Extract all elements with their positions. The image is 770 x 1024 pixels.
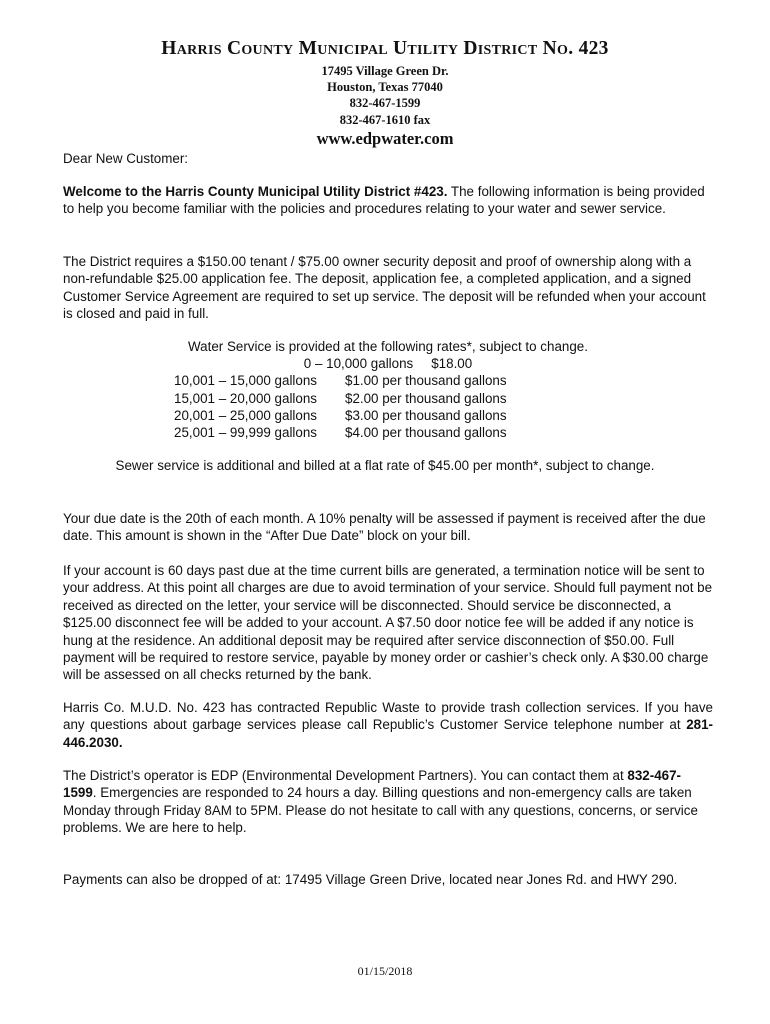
trash-paragraph xyxy=(63,699,713,751)
rate-row xyxy=(63,372,713,389)
rate-row xyxy=(63,390,713,407)
edp-phone: 832-467-1599 xyxy=(63,768,682,801)
operator-text-pre: The District’s operator is EDP (Environmental Development Partners). You can contact them at xyxy=(63,768,628,783)
rate-row xyxy=(63,407,713,424)
rate-row xyxy=(63,424,713,441)
rate-range: 15,001 – 20,000 gallons xyxy=(174,390,317,406)
phone-number: 832-467-1599 xyxy=(349,96,421,110)
rate-price: $4.00 per thousand gallons xyxy=(345,425,507,441)
due-date-paragraph: Your due date is the 20th of each month. A 10% penalty will be assessed if payment is received after the due date. This amount is shown in the “After Due Date” block on your bill. xyxy=(63,511,706,544)
water-rates-table xyxy=(63,338,713,441)
rates-intro: Water Service is provided at the following rates*, subject to change. xyxy=(188,339,588,354)
footer-date: 01/15/2018 xyxy=(357,964,413,978)
sewer-rate-note: Sewer service is additional and billed at a flat rate of $45.00 per month*, subject to change. xyxy=(115,458,655,473)
rate-range: 10,001 – 15,000 gallons xyxy=(174,373,317,389)
district-title: Harris County Municipal Utility District No. 423 xyxy=(161,38,609,59)
website-link[interactable]: www.edpwater.com xyxy=(316,129,454,148)
salutation: Dear New Customer: xyxy=(63,151,189,166)
rate-price: $1.00 per thousand gallons xyxy=(345,373,507,389)
rate-price: $3.00 per thousand gallons xyxy=(345,407,507,423)
welcome-paragraph xyxy=(63,183,713,218)
street-address: 17495 Village Green Dr. xyxy=(321,64,449,78)
republic-phone: 281-446.2030. xyxy=(63,717,713,750)
rate-range: 20,001 – 25,000 gallons xyxy=(174,407,317,423)
trash-text: Harris Co. M.U.D. No. 423 has contracted Republic Waste to provide trash collection services. If you have any questions about garbage services please call Republic’s Customer Service telephone number at xyxy=(63,700,713,733)
rate-range: 25,001 – 99,999 gallons xyxy=(174,425,317,441)
welcome-heading: Welcome to the Harris County Municipal Utility District #423. xyxy=(63,184,448,199)
operator-text-post: . Emergencies are responded to 24 hours a day. Billing questions and non-emergency calls are taken Monday through Friday 8AM to 5PM. Please do not hesitate to call with any questions, concerns, or service problems. We are here to help. xyxy=(63,785,698,836)
city-state-zip: Houston, Texas 77040 xyxy=(327,80,443,94)
late-payment-paragraph: If your account is 60 days past due at the time current bills are generated, a termination notice will be sent to your address. At this point all charges are due to avoid termination of your service. Should full payment not be received as directed on the letter, your service will be disconnected. Should service be disconnected, a $125.00 disconnect fee will be added to your account. A $7.50 door notice fee will be added if any notice is hung at the residence. An additional deposit may be required after service disconnection of $50.00. Full payment will be required to restore service, payable by money order or cashier’s check only. A $30.00 charge will be assessed on all checks returned by the bank. xyxy=(63,563,713,683)
rate-price: $2.00 per thousand gallons xyxy=(345,390,507,406)
deposit-paragraph: The District requires a $150.00 tenant / $75.00 owner security deposit and proof of ownership along with a non-refundable $25.00 application fee. The deposit, application fee, a completed application, and a signed Customer Service Agreement are required to set up service. The deposit will be refunded when your account is closed and paid in full. xyxy=(63,254,706,322)
fax-number: 832-467-1610 fax xyxy=(339,113,431,127)
rate-price: $18.00 xyxy=(431,356,473,372)
payments-paragraph: Payments can also be dropped of at: 17495 Village Green Drive, located near Jones Rd. and HWY 290. xyxy=(63,872,678,887)
welcome-text: The following information is being provided to help you become familiar with the policies and procedures relating to your water and sewer service. xyxy=(63,184,705,217)
operator-paragraph xyxy=(63,767,713,837)
rate-row xyxy=(63,355,713,372)
rate-range: 0 – 10,000 gallons xyxy=(303,356,414,372)
